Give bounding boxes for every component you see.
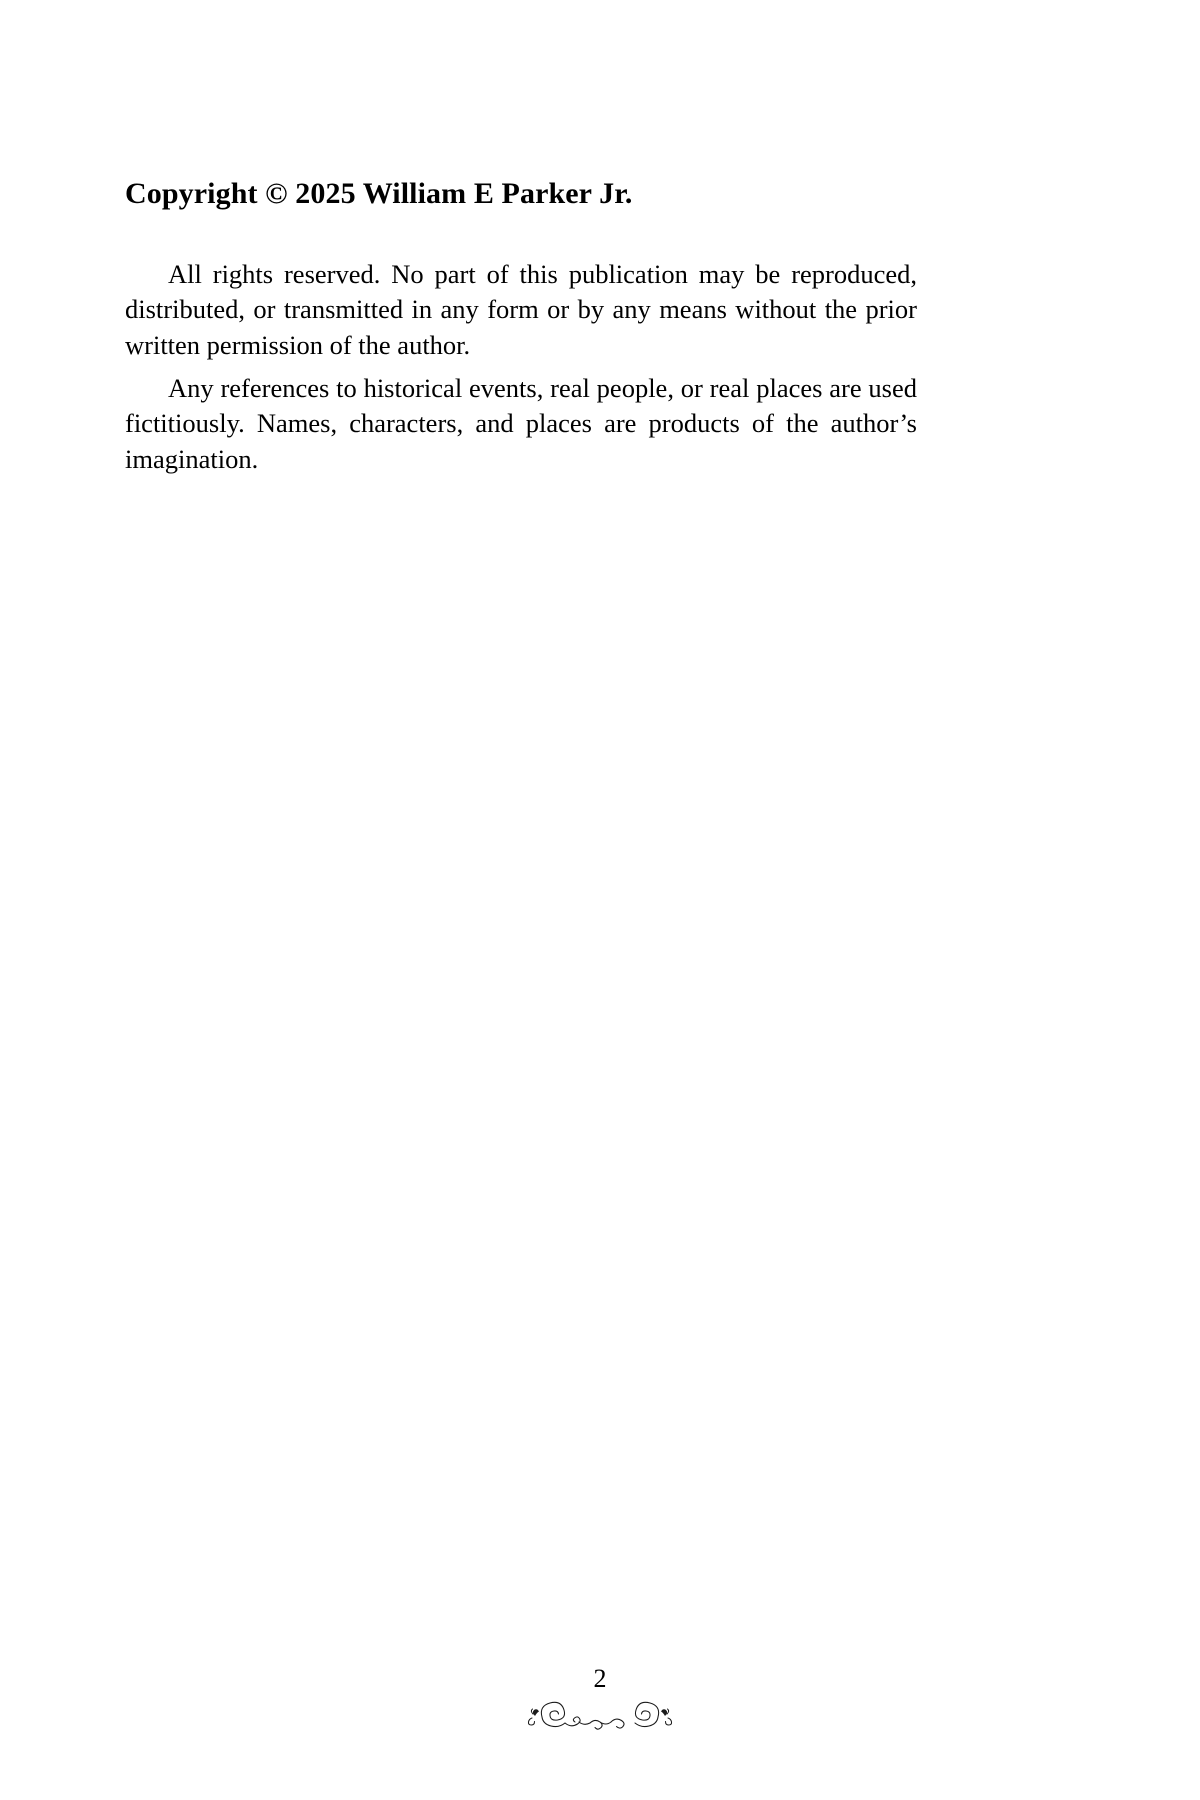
page-content bbox=[125, 176, 917, 477]
rights-reserved-paragraph: All rights reserved. No part of this publication may be reproduced, distributed, or transmitted in any form or by any means without the prior written permission of the author. bbox=[125, 258, 917, 360]
flourish-ornament bbox=[520, 1694, 680, 1736]
fiction-disclaimer-paragraph: Any references to historical events, real people, or real places are used fictitiously. Names, characters, and places are products of the author’s imagination. bbox=[125, 372, 917, 474]
page-number: 2 bbox=[593, 1664, 607, 1693]
copyright-heading: Copyright © 2025 William E Parker Jr. bbox=[125, 177, 633, 210]
page-footer bbox=[0, 1666, 1200, 1736]
